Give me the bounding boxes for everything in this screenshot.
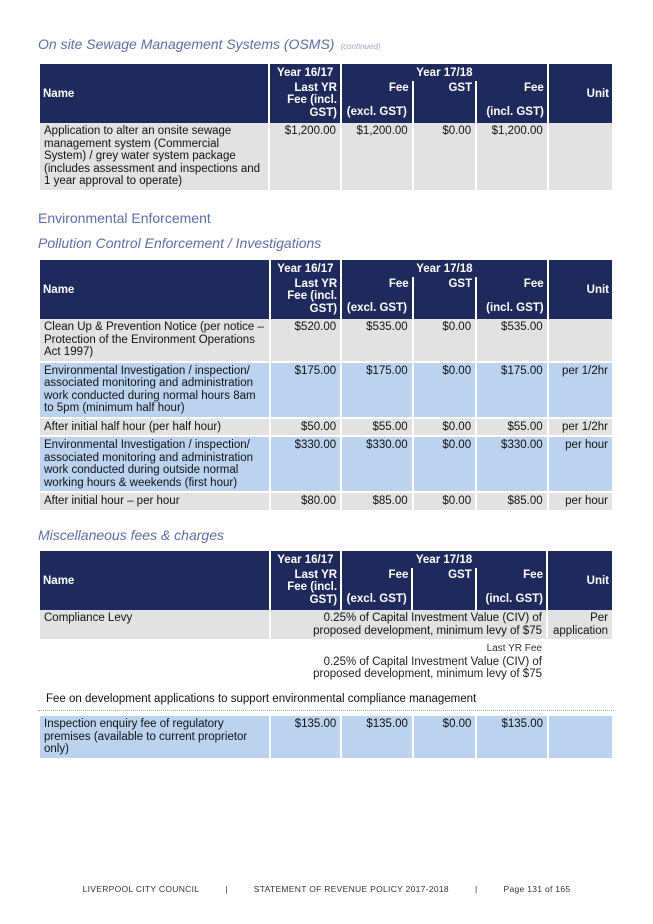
col-header-unit: Unit xyxy=(549,64,612,123)
row-fee: $330.00 xyxy=(342,437,412,493)
row-gst: $0.00 xyxy=(414,319,475,363)
row-fee-incl: $175.00 xyxy=(477,363,547,419)
continued-label: (continued) xyxy=(340,42,381,51)
row-gst: $0.00 xyxy=(414,363,475,419)
footer-document-title: STATEMENT OF REVENUE POLICY 2017-2018 xyxy=(253,884,449,894)
row-fee-incl: $1,200.00 xyxy=(477,123,547,192)
col-header-last-fee: Last YR Fee (incl. GST) xyxy=(271,568,340,611)
col-header-last-fee: Last YR Fee (incl. GST) xyxy=(271,277,341,320)
col-header-gst: GST xyxy=(414,81,475,124)
row-name: Environmental Investigation / inspection/ associated monitoring and administration work conducted during normal hours 8am to 5pm (minimum half hour) xyxy=(40,363,269,419)
row-fee-incl: $55.00 xyxy=(477,419,547,438)
col-header-year-current: Year 17/18 xyxy=(342,64,547,81)
table-row xyxy=(40,493,612,512)
row-fee-incl: $135.00 xyxy=(477,716,547,760)
row-name: Compliance Levy xyxy=(40,610,269,641)
row-fee: $1,200.00 xyxy=(342,123,412,192)
last-year-text: 0.25% of Capital Investment Value (CIV) of proposed development, minimum levy of $75 xyxy=(313,655,542,680)
table-row xyxy=(40,123,612,192)
col-header-name: Name xyxy=(40,260,269,319)
row-name: Application to alter an onsite sewage management system (Commercial System) / grey water system package (includes assessment and inspections and 1 year approval to operate) xyxy=(40,123,268,192)
row-last-fee: $330.00 xyxy=(271,437,341,493)
row-unit: per 1/2hr xyxy=(549,419,612,438)
divider xyxy=(38,710,614,711)
col-header-year-current: Year 17/18 xyxy=(342,260,546,277)
misc-fee-table xyxy=(38,551,614,701)
col-header-year-last: Year 16/17 xyxy=(271,551,340,568)
row-fee-incl: $330.00 xyxy=(477,437,547,493)
col-header-unit: Unit xyxy=(549,260,612,319)
row-gst: $0.00 xyxy=(414,493,475,512)
col-header-fee-incl: Fee (incl. GST) xyxy=(477,277,547,320)
col-header-unit: Unit xyxy=(548,551,612,610)
section-title-misc: Miscellaneous fees & charges xyxy=(38,527,224,543)
row-gst: $0.00 xyxy=(414,123,475,192)
row-unit: per hour xyxy=(549,437,612,493)
row-fee-incl: $85.00 xyxy=(477,493,547,512)
section-title-pollution: Pollution Control Enforcement / Investigations xyxy=(38,235,322,251)
heading-environmental-enforcement: Environmental Enforcement xyxy=(38,210,211,226)
row-last-fee: $135.00 xyxy=(271,716,341,760)
row-name: Inspection enquiry fee of regulatory premises (available to current proprietor only) xyxy=(40,716,269,760)
table-row-compliance-levy xyxy=(40,610,612,641)
misc-fee-table-continued xyxy=(38,716,614,760)
footer-org: LIVERPOOL CITY COUNCIL xyxy=(82,884,200,894)
row-fee: $535.00 xyxy=(342,319,412,363)
col-header-gst: GST xyxy=(414,277,475,320)
row-fee: $55.00 xyxy=(342,419,412,438)
last-year-label: Last YR Fee xyxy=(486,643,542,654)
col-header-fee-excl: Fee (excl. GST) xyxy=(342,277,412,320)
col-header-fee-incl: Fee (incl. GST) xyxy=(477,81,547,124)
row-fee: $175.00 xyxy=(342,363,412,419)
row-last-fee: $520.00 xyxy=(271,319,341,363)
section-title-text: On site Sewage Management Systems (OSMS) xyxy=(38,36,335,52)
last-year-note xyxy=(271,641,546,701)
table-row xyxy=(40,363,612,419)
row-fee: $135.00 xyxy=(342,716,412,760)
row-gst: $0.00 xyxy=(414,419,475,438)
row-fee: $85.00 xyxy=(342,493,412,512)
page-footer xyxy=(0,884,653,894)
table-row-last-year-note xyxy=(40,641,612,701)
footer-page-number: Page 131 of 165 xyxy=(503,884,571,894)
row-last-fee: $175.00 xyxy=(271,363,341,419)
pollution-fee-table xyxy=(38,260,614,512)
footer-separator: | xyxy=(225,884,228,894)
table-row xyxy=(40,319,612,363)
col-header-fee-excl: Fee (excl. GST) xyxy=(342,568,411,611)
table-row xyxy=(40,437,612,493)
col-header-year-current: Year 17/18 xyxy=(342,551,546,568)
osms-fee-table xyxy=(38,64,614,192)
row-name: After initial hour – per hour xyxy=(40,493,269,512)
compliance-description: Fee on development applications to support environmental compliance management xyxy=(46,693,477,705)
col-header-gst: GST xyxy=(413,568,474,611)
row-gst: $0.00 xyxy=(414,716,476,760)
row-unit: Per application xyxy=(548,610,612,641)
row-last-fee: $80.00 xyxy=(271,493,341,512)
col-header-year-last: Year 16/17 xyxy=(271,260,341,277)
row-unit: per 1/2hr xyxy=(549,363,612,419)
row-name: Clean Up & Prevention Notice (per notice – Protection of the Environment Operations Act 1997) xyxy=(40,319,269,363)
col-header-name: Name xyxy=(40,64,268,123)
row-unit: per hour xyxy=(549,493,612,512)
col-header-name: Name xyxy=(40,551,269,610)
row-last-fee: $1,200.00 xyxy=(270,123,340,192)
section-title-osms xyxy=(38,36,380,52)
row-fee-text: 0.25% of Capital Investment Value (CIV) of proposed development, minimum levy of $75 xyxy=(271,610,546,641)
col-header-last-fee: Last YR Fee (incl. GST) xyxy=(270,81,340,124)
row-name: After initial half hour (per half hour) xyxy=(40,419,269,438)
row-fee-incl: $535.00 xyxy=(477,319,547,363)
row-name: Environmental Investigation / inspection/ associated monitoring and administration work conducted during outside normal working hours & weekends (first hour) xyxy=(40,437,269,493)
col-header-year-last: Year 16/17 xyxy=(270,64,340,81)
col-header-fee-incl: Fee (incl. GST) xyxy=(477,568,546,611)
row-last-fee: $50.00 xyxy=(271,419,341,438)
table-row xyxy=(40,716,612,760)
row-unit xyxy=(549,319,612,363)
table-row xyxy=(40,419,612,438)
footer-separator: | xyxy=(474,884,478,894)
col-header-fee-excl: Fee (excl. GST) xyxy=(342,81,412,124)
row-unit xyxy=(549,123,612,192)
row-unit xyxy=(549,716,612,760)
row-gst: $0.00 xyxy=(414,437,475,493)
